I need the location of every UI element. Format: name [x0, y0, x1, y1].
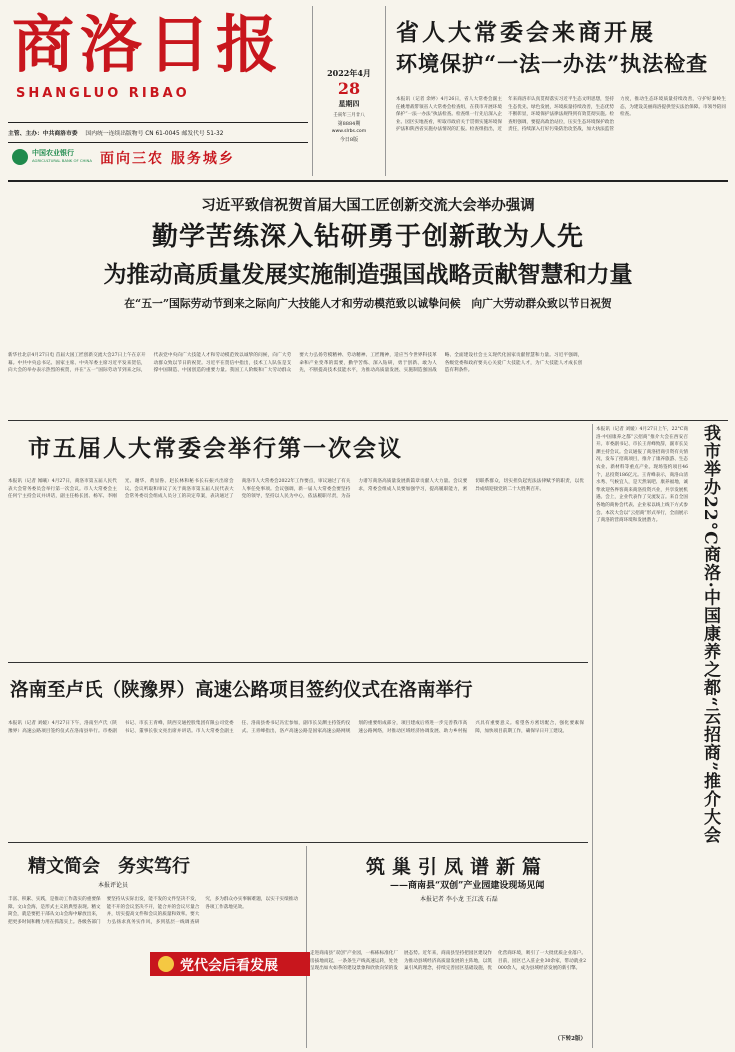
highway-story [8, 666, 588, 842]
date-pages: 今日8版 [339, 137, 359, 143]
date-lunar: 壬寅年三月廿八 [333, 113, 365, 118]
lead-headline-1: 勤学苦练深入钻研勇于创新敢为人先 [151, 222, 584, 252]
date-year-month: 2022年4月 [327, 68, 371, 78]
sponsor-line: 主管、主办：中共商洛市委 [8, 131, 78, 137]
side-story [596, 424, 728, 1048]
commentary [8, 846, 302, 1046]
npc-body: 本报讯（记者 闻曦）4月27日，商洛市第五届人民代表大会常务委员会举行第一次会议。市人大常委会主任何宁主持会议并讲话，副主任杨长团、杨军、李刚光、谢华、黄显鲁、赵长林和秘书长石振兴出席会议。会议听取和审议了关于商洛市第五届人民代表大会常务委员会组成人员分工的决定草案，表决通过了商洛市人大常委会2022年工作要点，审议通过了有关人事任免事项。会议强调，新一届人大常委会要坚持党的领导，坚持以人民为中心，依法履职尽责，为奋力谱写商洛高质量发展新篇章贡献人大力量。会议要求，常委会组成人员要加强学习，提高履职能力，密切联系群众，切实担负起宪法法律赋予的职责，以优异成绩迎接党的二十大胜利召开。 [8, 479, 584, 500]
bank-name: 中国农业银行 [32, 148, 74, 157]
feature-story [310, 846, 590, 1046]
npc-story [8, 424, 588, 662]
bank-name-en: AGRICULTURAL BANK OF CHINA [32, 158, 92, 163]
npc-headline: 市五届人大常委会举行第一次会议 [28, 435, 403, 462]
feature-continued: （下转2版） [554, 1036, 586, 1042]
commentary-headline: 精文简会 务实笃行 [28, 856, 190, 877]
lead-story [8, 184, 728, 424]
lead-kicker: 习近平致信祝贺首届大国工匠创新交流大会举办强调 [201, 197, 535, 214]
logo-pinyin: SHANGLUO RIBAO [16, 86, 190, 101]
date-issue: 第8884期 [337, 121, 361, 127]
lead-headline-2: 为推动高质量发展实施制造强国战略贡献智慧和力量 [103, 261, 633, 288]
party-banner-label: 党代会后看发展 [180, 958, 278, 974]
top-story-body: 本报讯（记者 余婷）4月26日，省人大常委会副主任姚增战带领省人大常委会检查组，在我市开展环境保护“一法一办法”执法检查。检查组一行先后深入企业、园区实地查看，听取市政府关于贯彻实施环境保护法和陕西省实施办法情况的汇报。检查组指出，近年来商洛市认真贯彻落实习近平生态文明思想，坚持生态优先、绿色发展，环境质量持续改善，生态优势不断彰显，环境保护法律法规得到有效贯彻实施。检查组强调，要提高政治站位，压实生态环境保护政治责任，持续深入打好污染防治攻坚战，加大执法监管力度，推动生态环境质量持续改善，守护好秦岭生态，为建设美丽商洛提供坚实法治保障。市领导陪同检查。 [396, 97, 726, 133]
lead-subhead: 在“五一”国际劳动节到来之际向广大技能人才和劳动模范致以诚挚问候 向广大劳动群众致以节日祝贺 [124, 297, 612, 310]
highway-body: 本报讯（记者 刘媛）4月27日下午，洛南至卢氏（陕豫界）高速公路项目签约仪式在洛南县举行。市委副书记、市长王青峰，陕西交通控股集团有限公司党委书记、董事长张文亮出席并讲话。市人大常委会副主任、洛南县委书记冯宏参加，副市长吴渊主持签约仪式。王青峰指出，洛卢高速公路是国家高速公路网规划的重要组成部分，项目建成后将进一步完善我市高速公路网络，对推动区域经济协调发展、助力乡村振兴具有重要意义。希望各方密切配合，强化要素保障，加快项目前期工作，确保早日开工建设。 [8, 721, 584, 734]
commentary-body: 丰富、积累、实践，是推动工作落实的重要保障。文山会海，是形式主义的典型表现。精文简会，就是要把干部从文山会海中解放出来，把更多时间和精力用在抓落实上。各级各部门要坚持从实际出发，能不发的文件坚决不发，能不开的会议坚决不开，能合并的会议尽量合并，切实提高文件和会议的质量和效率。要大力弘扬求真务实作风，多到基层一线调查研究，多为群众办实事解难题，以实干实绩推动各项工作落地见效。 [8, 897, 298, 925]
top-story [392, 6, 728, 176]
feature-headline: 筑巢引凤谱新篇 [366, 856, 549, 878]
bank-slogan: 面向三农 服务城乡 [100, 151, 235, 167]
date-day: 28 [337, 79, 361, 98]
bank-ad [8, 146, 308, 170]
feature-body: 走进商南县“双创”产业园，一栋栋标准化厂房拔地而起，一条条生产线高速运转，处处呈现出如火如荼的建设景象和欣欣向荣的发展态势。近年来，商南县坚持把园区建设作为推动县域经济高质量发展的主阵地，以筑巢引凤的理念，持续完善园区基础设施，优化营商环境，吸引了一大批优质企业落户。目前，园区已入驻企业30余家，带动就业2000余人，成为县域经济发展的新引擎。 [310, 951, 586, 972]
date-box [312, 6, 386, 176]
party-banner [150, 952, 310, 976]
logo-title: 商洛日报 [12, 8, 285, 81]
commentary-byline: 本报评论员 [98, 882, 129, 889]
highway-headline: 洛南至卢氏（陕豫界）高速公路项目签约仪式在洛南举行 [10, 680, 473, 701]
cn-number: 国内统一连续出版物号 CN 61-0045 邮发代号 51-32 [85, 131, 224, 137]
date-weekday: 星期四 [338, 99, 360, 108]
side-headline: 我市举办22°C商洛·中国康养之都“云招商”推介大会 [700, 424, 720, 845]
feature-byline: 本报记者 李小龙 王江波 石磊 [420, 896, 498, 903]
date-site: www.slrbs.com [331, 129, 367, 134]
side-body: 本报讯（记者 刘媛）4月27日上午，22°C商洛·中国康养之都“云招商”推介大会在西安召开。市委副书记、市长王青峰致辞，副市长吴渊主持会议。会议通报了商洛招商引资有关情况，发布了招商项目，推介了康养旅游、生态农业、新材料等重点产业。现场签约项目46个，总投资186亿元。王青峰表示，商洛山清水秀、气候宜人，是天然氧吧、康养福地，诚挚欢迎各界客商来商洛投资兴业，共享发展机遇。会上，企业代表作了交流发言。来自全国各地的商协会代表、企业家以线上线下方式参会。本次大会以“云招商”形式举行，全面展示了商洛的营商环境和发展潜力。 [596, 427, 688, 524]
lead-body: 新华社北京4月27日电 首届大国工匠创新交流大会27日上午在京开幕。中共中央总书记、国家主席、中央军委主席习近平发来贺信，向大会的举办表示热烈的祝贺，并在“五一”国际劳动节到来之际，代表党中央向广大技能人才和劳动模范致以诚挚的问候，向广大劳动群众致以节日的祝贺。习近平在贺信中指出，技术工人队伍是支撑中国制造、中国创造的重要力量。我国工人阶级和广大劳动群众要大力弘扬劳模精神、劳动精神、工匠精神，适应当今世界科技革命和产业变革的需要，勤学苦练、深入钻研，勇于创新、敢为人先，不断提高技术技能水平，为推动高质量发展、实施制造强国战略、全面建设社会主义现代化国家贡献智慧和力量。习近平强调，各级党委和政府要关心关爱广大技能人才，为广大技能人才成长创造有利条件。 [8, 353, 583, 374]
top-story-title-1: 省人大常委会来商开展 [396, 19, 656, 46]
top-story-title-2: 环境保护“一法一办法”执法检查 [396, 51, 709, 76]
bank-logo-icon [12, 149, 28, 165]
party-emblem-icon [158, 956, 174, 972]
feature-subhead: ——商南县“双创”产业园建设现场见闻 [390, 881, 545, 891]
